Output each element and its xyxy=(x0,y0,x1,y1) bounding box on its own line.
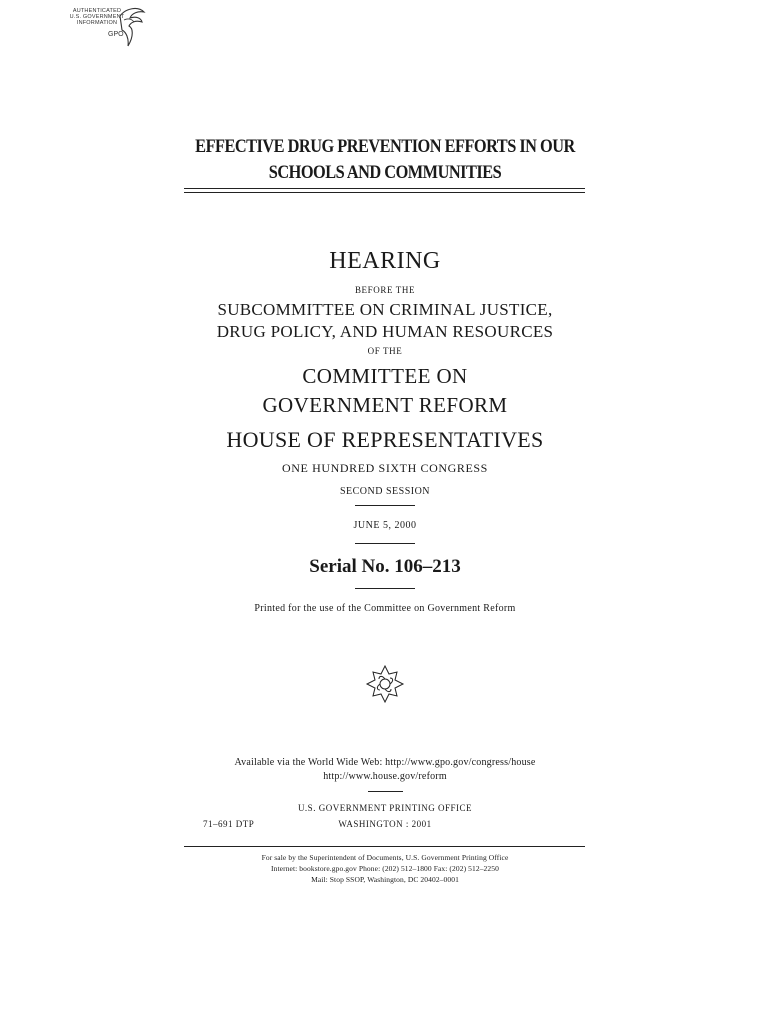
date-rule xyxy=(355,543,415,544)
badge-gpo-label: GPO xyxy=(108,31,124,38)
gpo-ornament-icon xyxy=(365,664,405,704)
session-rule xyxy=(355,505,415,506)
web-availability-line-2: http://www.house.gov/reform xyxy=(323,771,447,782)
printing-office: U.S. GOVERNMENT PRINTING OFFICE xyxy=(297,803,473,813)
job-code: 71–691 DTP xyxy=(203,819,255,829)
badge-text-line: AUTHENTICATED xyxy=(72,8,122,14)
session-label: SECOND SESSION xyxy=(339,486,431,497)
eagle-icon xyxy=(114,6,148,50)
printed-for-note: Printed for the use of the Committee on Government Reform xyxy=(254,603,516,614)
sale-info-line-3: Mail: Stop SSOP, Washington, DC 20402–0001 xyxy=(311,875,459,884)
subcommittee-name-line-2: DRUG POLICY, AND HUMAN RESOURCES xyxy=(216,322,554,341)
serial-number: Serial No. 106–213 xyxy=(309,556,461,577)
sale-info-line-1: For sale by the Superintendent of Documents, U.S. Government Printing Office xyxy=(261,853,509,862)
hearing-heading: HEARING xyxy=(329,248,441,274)
gpo-authentication-badge xyxy=(62,6,148,50)
before-the-label: BEFORE THE xyxy=(354,285,416,295)
committee-name-line-1: COMMITTEE ON xyxy=(302,364,468,388)
committee-name-line-2: GOVERNMENT REFORM xyxy=(262,393,508,417)
badge-text-line: U.S. GOVERNMENT xyxy=(69,14,125,20)
sale-rule xyxy=(184,846,585,847)
subcommittee-name-line-1: SUBCOMMITTEE ON CRIMINAL JUSTICE, xyxy=(217,300,553,319)
hearing-date: JUNE 5, 2000 xyxy=(353,520,417,531)
document-title-line-1: EFFECTIVE DRUG PREVENTION EFFORTS IN OUR xyxy=(195,136,575,157)
availability-rule xyxy=(368,791,403,792)
house-of-representatives: HOUSE OF REPRESENTATIVES xyxy=(226,427,544,452)
title-rule-bottom xyxy=(184,192,585,193)
document-title-line-2: SCHOOLS AND COMMUNITIES xyxy=(268,162,502,183)
city-year: WASHINGTON : 2001 xyxy=(338,819,432,829)
congress-label: ONE HUNDRED SIXTH CONGRESS xyxy=(282,461,488,475)
badge-text-line: INFORMATION xyxy=(76,20,118,26)
sale-info-line-2: Internet: bookstore.gpo.gov Phone: (202) 512–1800 Fax: (202) 512–2250 xyxy=(271,864,499,873)
of-the-label: OF THE xyxy=(367,346,403,356)
title-rule-top xyxy=(184,188,585,189)
serial-rule xyxy=(355,588,415,589)
web-availability-line-1: Available via the World Wide Web: http://www.gpo.gov/congress/house xyxy=(234,757,536,768)
